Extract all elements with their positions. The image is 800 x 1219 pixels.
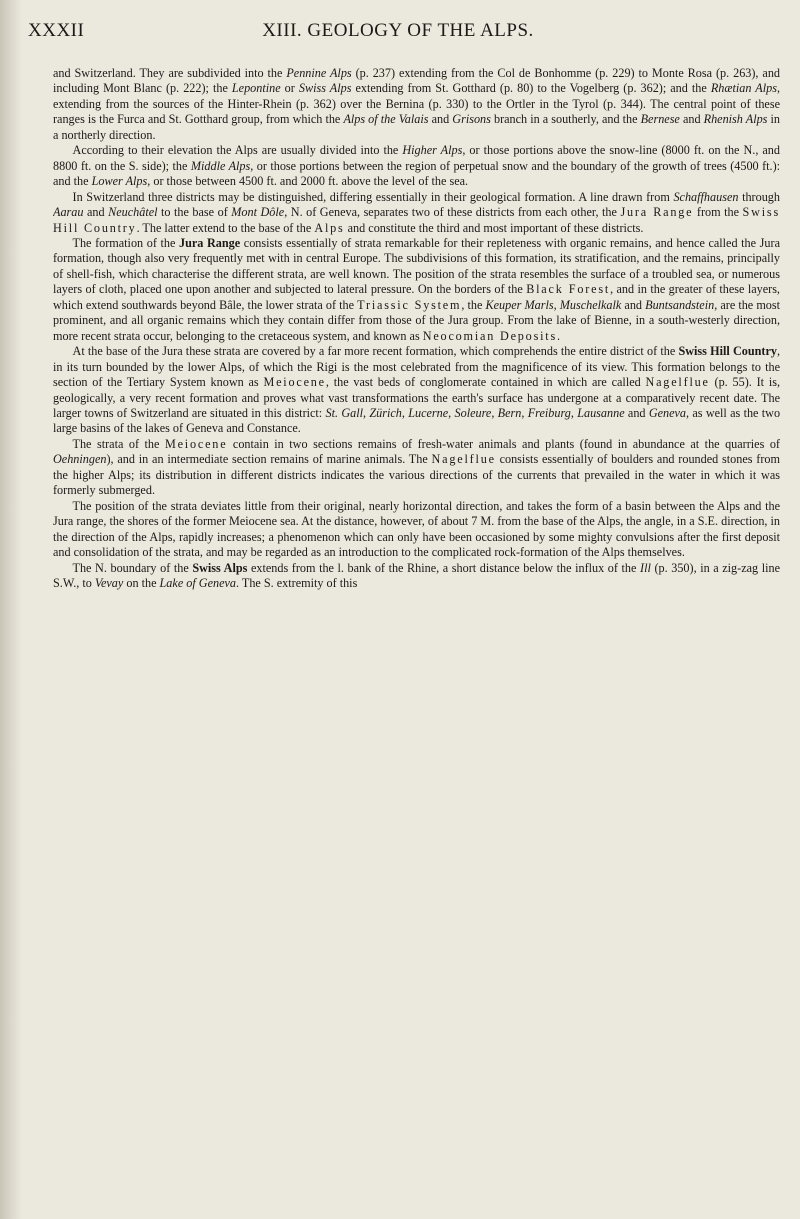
text-run: through: [738, 189, 780, 204]
text-run: ,: [363, 405, 370, 420]
paragraph: [53, 437, 780, 499]
text-run: on the: [123, 575, 160, 590]
italic-term: Higher Alps: [402, 143, 463, 158]
text-run: , as well as the two large basins of the lakes of Geneva and Constance.: [53, 405, 780, 436]
text-run: and constitute the third and most important of these districts.: [344, 220, 644, 235]
text-run: The position of the strata deviates little from their original, nearly horizontal direction, and takes the form of a basin between the Alps and the Jura range, the shores of the former Meiocene sea. At the distance, however, of about 7 M. from the base of the Alps, the angle, in a S.E. direction, in the direction of the Alps, rapidly increases; a phenomenon which can only have been occasioned by some mighty convulsions after the first deposit and consolidation of the strata, and may be regarded as an introduction to the complicated rock-formation of the Alps themselves.: [53, 498, 780, 560]
text-run: contain in two sections remains of fresh-water animals and plants (found in abundance at the quarries of: [227, 436, 780, 451]
body-text: [53, 66, 780, 1216]
italic-term: Rhætian Alps: [710, 81, 777, 96]
italic-term: Buntsandstein: [645, 297, 715, 312]
text-run: ,: [521, 405, 528, 420]
page-number: XXXII: [28, 20, 85, 41]
spaced-term: Meiocene: [164, 436, 228, 451]
italic-term: Keuper Marls: [485, 297, 554, 312]
spaced-term: Nagelflue: [431, 452, 496, 467]
text-run: extending from St. Gotthard (p. 80) to the Vogelberg (p. 362); and the: [351, 81, 711, 96]
italic-term: Zürich: [369, 405, 402, 420]
paragraph: [53, 344, 780, 437]
paragraph: [53, 561, 780, 592]
text-run: (p. 350), in a zig-zag line S.W., to: [53, 560, 780, 590]
paragraph: [53, 499, 780, 561]
italic-term: Lepontine: [231, 81, 281, 96]
italic-term: Rhenish Alps: [703, 112, 768, 127]
text-run: ,: [401, 405, 409, 420]
text-run: ), and in an intermediate section remains of marine animals. The: [106, 452, 432, 467]
text-run: ,: [570, 405, 578, 420]
paragraph: [53, 236, 780, 344]
text-run: In Switzerland three districts may be distinguished, differing essentially in their geological formation. A line drawn from: [72, 189, 674, 204]
text-run: ,: [553, 297, 560, 312]
text-run: and: [679, 112, 704, 127]
italic-term: Vevay: [94, 575, 124, 590]
text-run: consists essentially of boulders and rounded stones from the higher Alps; its distribution in different districts indicates the various directions of the currents that prevailed in the water in which it was formerly submerged.: [53, 452, 780, 498]
text-run: The formation of the: [72, 235, 180, 250]
spaced-term: Nagelflue: [645, 375, 710, 390]
text-run: branch in a southerly, and the: [490, 112, 641, 127]
italic-term: Lausanne: [577, 405, 625, 420]
text-run: , the vast beds of conglomerate contained in which are called: [325, 375, 646, 390]
text-run: According to their elevation the Alps are usually divided into the: [72, 143, 403, 158]
spaced-term: Jura Range: [620, 205, 694, 220]
italic-term: Pennine Alps: [286, 66, 352, 80]
text-run: , N. of Geneva, separates two of these districts from each other, the: [284, 205, 621, 220]
page-header: [28, 20, 768, 46]
spaced-term: Black Forest: [526, 282, 611, 297]
text-run: or: [280, 81, 299, 96]
text-run: consists essentially of strata remarkable for their repleteness with organic remains, and hence called the Jura formation, though also very frequently met with in central Europe. The subdivisions of this formation, its stratification, and the remains, principally of shell-fish, which characterise the different strata, are well known. The position of the strata resembles the surface of a troubled sea, or numerous layers of cloth, placed one upon another and subjected to lateral pressure. On the borders of the: [53, 235, 780, 297]
spaced-term: Neocomian Deposits: [422, 328, 558, 343]
text-run: , and in the greater of these layers, which extend southwards beyond Bâle, the lower strata of the: [53, 282, 780, 312]
italic-term: Lower Alps: [91, 174, 148, 189]
italic-term: Mont Dôle: [231, 205, 285, 220]
paragraph: [53, 190, 780, 236]
text-run: and: [621, 297, 646, 312]
italic-term: Bernese: [640, 112, 680, 127]
paragraph: [53, 66, 780, 143]
italic-term: St. Gall: [325, 405, 363, 420]
text-run: to the base of: [157, 205, 232, 220]
italic-term: Aarau: [53, 205, 84, 220]
italic-term: Lake of Geneva: [159, 575, 237, 590]
text-run: The N. boundary of the: [72, 560, 193, 575]
spaced-term: Swiss Hill Country: [53, 205, 780, 235]
text-run: , or those between 4500 ft. and 2000 ft. above the level of the sea.: [147, 174, 469, 189]
italic-term: Ill: [640, 560, 651, 575]
spaced-term: Alps: [314, 220, 345, 235]
text-run: . The S. extremity of this: [236, 575, 358, 590]
spaced-term: Triassic System: [357, 297, 462, 312]
italic-term: Middle Alps: [190, 158, 251, 173]
italic-term: Neuchâtel: [108, 205, 158, 220]
bold-term: Swiss Hill Country: [678, 344, 777, 359]
italic-term: Geneva: [648, 405, 687, 420]
italic-term: Freiburg: [527, 405, 571, 420]
text-run: , are the most prominent, and all organic remains which they contain differ from those of the Jura group. From the lake of Bienne, in a south-westerly direction, more recent strata occur, belonging to the cretaceous system, and known as: [53, 297, 780, 343]
text-run: . The latter extend to the base of the: [136, 220, 315, 235]
bold-term: Jura Range: [179, 235, 241, 250]
text-run: and: [624, 405, 649, 420]
text-run: and: [428, 112, 453, 127]
text-run: The strata of the: [72, 436, 165, 451]
text-run: and: [83, 205, 109, 220]
italic-term: Oehningen: [53, 452, 107, 467]
text-run: extends from the l. bank of the Rhine, a short distance below the influx of the: [247, 560, 641, 575]
page-gutter-shadow: [0, 0, 22, 1219]
text-run: and Switzerland. They are subdivided into the: [53, 66, 287, 80]
text-run: (p. 55). It is, geologically, a very recent formation and proves what vast transformations the earth's surface has undergone at a comparatively recent date. The larger towns of Switzerland are situated in this district:: [53, 375, 780, 420]
italic-term: Soleure: [454, 405, 492, 420]
italic-term: Muschelkalk: [559, 297, 622, 312]
text-run: , or those portions between the region of perpetual snow and the boundary of the growth of trees (4500 ft.): and the: [53, 158, 780, 189]
italic-term: Alps of the Valais: [343, 112, 429, 127]
text-run: in a northerly direction.: [53, 112, 780, 142]
text-run: , or those portions above the snow-line (8000 ft. on the N., and 8800 ft. on the S. side); the: [53, 143, 780, 173]
italic-term: Swiss Alps: [298, 81, 352, 96]
spaced-term: Meiocene: [263, 375, 326, 390]
text-run: ,: [491, 405, 498, 420]
text-run: , the: [461, 297, 486, 312]
text-run: , in its turn bounded by the lower Alps, of which the Rigi is the most celebrated from the magnificence of its view. This formation belongs to the section of the Tertiary System known as: [53, 344, 780, 390]
text-run: (p. 237) extending from the Col de Bonhomme (p. 229) to Monte Rosa (p. 263), and including Mont Blanc (p. 222); the: [53, 66, 780, 96]
text-run: .: [557, 328, 561, 343]
running-title: XIII. GEOLOGY OF THE ALPS.: [262, 20, 534, 41]
italic-term: Bern: [497, 405, 522, 420]
bold-term: Swiss Alps: [192, 560, 248, 575]
paragraph: [53, 143, 780, 189]
italic-term: Grisons: [452, 112, 491, 127]
text-run: , extending from the sources of the Hinter-Rhein (p. 362) over the Bernina (p. 330) to the Ortler in the Tyrol (p. 344). The central point of these ranges is the Furca and St. Gotthard group, from which the: [53, 81, 780, 127]
text-run: At the base of the Jura these strata are covered by a far more recent formation, which comprehends the entire district of the: [72, 344, 679, 359]
text-run: ,: [448, 405, 455, 420]
italic-term: Lucerne: [408, 405, 449, 420]
italic-term: Schaffhausen: [673, 189, 739, 204]
text-run: from the: [693, 205, 743, 220]
